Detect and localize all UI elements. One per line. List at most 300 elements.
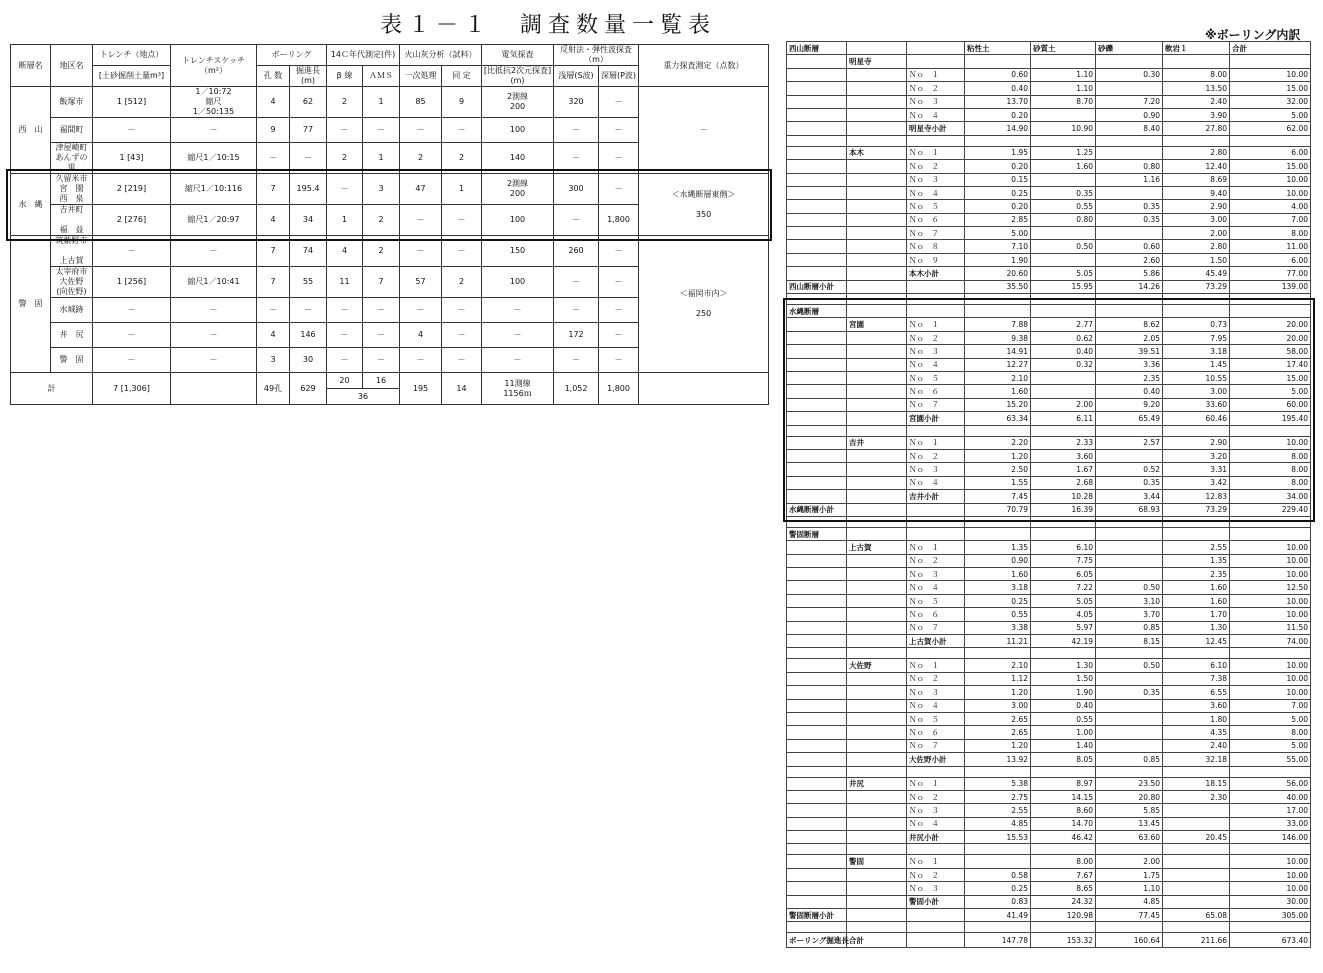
detail-value-cell (1031, 173, 1096, 186)
detail-value-cell: 73.29 (1163, 280, 1230, 293)
detail-label-cell (787, 490, 847, 503)
summary-beta-cell: 4 (327, 236, 363, 267)
detail-value-cell: 11.50 (1230, 621, 1311, 634)
detail-value-cell (1096, 648, 1163, 659)
detail-row (787, 541, 1311, 554)
detail-value-cell: 120.98 (1031, 909, 1096, 922)
detail-value-cell (965, 55, 1031, 68)
detail-value-cell: 20.60 (965, 267, 1031, 280)
summary-deep-cell: － (599, 348, 639, 373)
summary-ash1-cell: 2 (400, 143, 442, 174)
detail-value-cell (1163, 527, 1230, 540)
summary-elec-cell: 100 (482, 267, 554, 298)
detail-label-cell: Ｎｏ ３ (907, 686, 965, 699)
detail-value-cell: 8.00 (1230, 449, 1311, 462)
detail-label-cell (847, 790, 907, 803)
detail-value-cell: 5.85 (1096, 804, 1163, 817)
detail-value-cell (965, 305, 1031, 318)
detail-label-cell (847, 95, 907, 108)
summary-len-cell: 30 (290, 348, 327, 373)
detail-value-cell (1230, 294, 1311, 305)
summary-sketch-cell: － (171, 348, 257, 373)
summary-elec-cell: 150 (482, 236, 554, 267)
detail-value-cell: 0.52 (1096, 463, 1163, 476)
detail-value-cell (965, 425, 1031, 436)
summary-trench-cell: 2 [219] (93, 174, 171, 205)
detail-label-cell: 吉井 (847, 436, 907, 449)
detail-value-cell: 1.30 (1163, 621, 1230, 634)
detail-value-cell: 32.18 (1163, 753, 1230, 766)
detail-value-cell (1163, 135, 1230, 146)
summary-holes-cell: 7 (257, 174, 290, 205)
detail-value-cell (1031, 135, 1096, 146)
detail-value-cell: 1.10 (1031, 82, 1096, 95)
detail-value-cell: 8.05 (1031, 753, 1096, 766)
summary-holes-cell: 3 (257, 348, 290, 373)
detail-header-cell (847, 42, 907, 55)
detail-value-cell: 56.00 (1230, 777, 1311, 790)
detail-value-cell: 2.10 (965, 659, 1031, 672)
detail-label-cell (787, 635, 847, 648)
detail-value-cell: 8.40 (1096, 122, 1163, 135)
detail-label-cell (787, 449, 847, 462)
detail-header-cell: 西山断層 (787, 42, 847, 55)
detail-label-cell (847, 844, 907, 855)
detail-label-cell (787, 739, 847, 752)
detail-value-cell: 10.00 (1230, 68, 1311, 81)
detail-value-cell: 147.78 (965, 933, 1031, 948)
detail-value-cell: 11.21 (965, 635, 1031, 648)
detail-row (787, 186, 1311, 199)
detail-value-cell (1163, 648, 1230, 659)
detail-value-cell (1031, 371, 1096, 384)
detail-label-cell (787, 608, 847, 621)
summary-shallow-cell: － (554, 298, 599, 323)
detail-value-cell: 0.40 (965, 82, 1031, 95)
summary-holes-cell: 4 (257, 205, 290, 236)
detail-value-cell (965, 855, 1031, 868)
detail-label-cell (847, 82, 907, 95)
detail-value-cell: 0.85 (1096, 621, 1163, 634)
detail-value-cell: 8.65 (1031, 882, 1096, 895)
detail-blank-row (787, 922, 1311, 933)
summary-shallow-cell: 172 (554, 323, 599, 348)
detail-value-cell (1031, 922, 1096, 933)
detail-value-cell (1096, 527, 1163, 540)
detail-value-cell: 40.00 (1230, 790, 1311, 803)
detail-value-cell (1096, 449, 1163, 462)
detail-header-cell (907, 42, 965, 55)
detail-label-cell (907, 503, 965, 516)
detail-value-cell: 3.60 (1163, 699, 1230, 712)
detail-label-cell (787, 267, 847, 280)
detail-value-cell: 3.70 (1096, 608, 1163, 621)
summary-shallow-cell: － (554, 205, 599, 236)
detail-value-cell: 30.00 (1230, 895, 1311, 908)
detail-label-cell (847, 108, 907, 121)
detail-label-cell: Ｎｏ ４ (907, 699, 965, 712)
detail-label-cell: Ｎｏ ５ (907, 594, 965, 607)
detail-value-cell: 3.18 (1163, 345, 1230, 358)
detail-label-cell (847, 726, 907, 739)
detail-value-cell (1096, 699, 1163, 712)
detail-value-cell (965, 766, 1031, 777)
detail-label-cell: Ｎｏ ２ (907, 82, 965, 95)
detail-value-cell: 10.00 (1230, 436, 1311, 449)
summary-deep-cell: － (599, 298, 639, 323)
detail-value-cell: 0.20 (965, 200, 1031, 213)
detail-value-cell (1163, 868, 1230, 881)
summary-sketch-cell: 縮尺1／10:41 (171, 267, 257, 298)
detail-value-cell: 1.70 (1163, 608, 1230, 621)
detail-label-cell (907, 305, 965, 318)
detail-value-cell: 35.50 (965, 280, 1031, 293)
detail-value-cell: 5.00 (1230, 739, 1311, 752)
detail-value-cell: 2.00 (1096, 855, 1163, 868)
detail-label-cell (787, 726, 847, 739)
detail-value-cell: 58.00 (1230, 345, 1311, 358)
detail-row (787, 777, 1311, 790)
detail-value-cell: 65.49 (1096, 412, 1163, 425)
area-name-cell: 警 固 (51, 348, 93, 373)
detail-value-cell (1163, 425, 1230, 436)
detail-row (787, 790, 1311, 803)
detail-value-cell: 7.20 (1096, 95, 1163, 108)
detail-label-cell (907, 844, 965, 855)
detail-row (787, 753, 1311, 766)
detail-value-cell: 3.18 (965, 581, 1031, 594)
header-electric: 電気探査 (482, 45, 554, 66)
detail-value-cell (1031, 294, 1096, 305)
subheader-cell: β 線 (327, 66, 363, 87)
detail-row (787, 358, 1311, 371)
detail-label-cell (787, 412, 847, 425)
detail-value-cell: 15.00 (1230, 160, 1311, 173)
detail-row (787, 554, 1311, 567)
detail-label-cell (847, 240, 907, 253)
detail-value-cell: 0.55 (1031, 200, 1096, 213)
detail-label-cell: Ｎｏ ３ (907, 463, 965, 476)
detail-value-cell: 5.00 (1230, 108, 1311, 121)
detail-value-cell: 0.50 (1096, 659, 1163, 672)
detail-value-cell: 0.25 (965, 186, 1031, 199)
total-ash2-cell: 14 (442, 373, 482, 405)
detail-label-cell (787, 777, 847, 790)
detail-row (787, 739, 1311, 752)
detail-value-cell: 8.60 (1031, 804, 1096, 817)
detail-label-cell: ボーリング掘進長合計 (787, 933, 847, 948)
detail-label-cell (787, 108, 847, 121)
detail-label-cell: Ｎｏ ２ (907, 868, 965, 881)
summary-sketch-cell: － (171, 298, 257, 323)
detail-row (787, 831, 1311, 844)
detail-value-cell: 5.05 (1031, 594, 1096, 607)
detail-label-cell (787, 95, 847, 108)
detail-row (787, 882, 1311, 895)
detail-label-cell: Ｎｏ １ (907, 777, 965, 790)
detail-value-cell: 74.00 (1230, 635, 1311, 648)
summary-elec-cell: 100 (482, 118, 554, 143)
detail-value-cell: 5.00 (965, 227, 1031, 240)
detail-value-cell: 6.11 (1031, 412, 1096, 425)
detail-value-cell: 2.05 (1096, 331, 1163, 344)
detail-value-cell: 8.00 (1230, 463, 1311, 476)
summary-shallow-cell: － (554, 348, 599, 373)
detail-label-cell (847, 868, 907, 881)
detail-label-cell (787, 227, 847, 240)
detail-value-cell: 160.64 (1096, 933, 1163, 948)
total-trench-cell: 7 [1,306] (93, 373, 171, 405)
detail-value-cell: 12.83 (1163, 490, 1230, 503)
detail-label-cell: 西山断層小計 (787, 280, 847, 293)
total-elec-cell: 11測線 1156ｍ (482, 373, 554, 405)
detail-value-cell: 7.95 (1163, 331, 1230, 344)
detail-label-cell: Ｎｏ ３ (907, 882, 965, 895)
detail-row (787, 280, 1311, 293)
detail-value-cell: 33.60 (1163, 398, 1230, 411)
detail-label-cell: 宮園 (847, 318, 907, 331)
summary-ams-cell: － (363, 323, 400, 348)
detail-label-cell (787, 463, 847, 476)
detail-label-cell (847, 476, 907, 489)
detail-value-cell (1163, 516, 1230, 527)
detail-value-cell: 6.10 (1163, 659, 1230, 672)
detail-value-cell: 0.30 (1096, 68, 1163, 81)
detail-value-cell: 6.05 (1031, 568, 1096, 581)
detail-label-cell (787, 331, 847, 344)
detail-value-cell: 13.92 (965, 753, 1031, 766)
detail-value-cell: 2.65 (965, 712, 1031, 725)
detail-row (787, 398, 1311, 411)
detail-value-cell: 18.15 (1163, 777, 1230, 790)
total-sketch-cell (171, 373, 257, 405)
detail-value-cell: 0.73 (1163, 318, 1230, 331)
detail-label-cell (847, 358, 907, 371)
detail-value-cell (1163, 294, 1230, 305)
detail-value-cell: 15.00 (1230, 371, 1311, 384)
detail-label-cell: 明星寺 (847, 55, 907, 68)
detail-label-cell (787, 173, 847, 186)
detail-value-cell: 10.00 (1230, 855, 1311, 868)
detail-label-cell (787, 882, 847, 895)
page-title: 表１－１ 調査数量一覧表 (380, 13, 717, 38)
detail-label-cell (847, 449, 907, 462)
detail-value-cell: 2.20 (965, 436, 1031, 449)
detail-value-cell (1163, 844, 1230, 855)
detail-label-cell: Ｎｏ ９ (907, 253, 965, 266)
detail-value-cell (1096, 568, 1163, 581)
summary-trench-cell: － (93, 323, 171, 348)
detail-value-cell: 27.80 (1163, 122, 1230, 135)
detail-label-cell: Ｎｏ ３ (907, 568, 965, 581)
detail-label-cell: Ｎｏ ４ (907, 108, 965, 121)
detail-value-cell: 2.75 (965, 790, 1031, 803)
detail-label-cell (847, 294, 907, 305)
area-name-cell: 福間町 (51, 118, 93, 143)
detail-value-cell: 20.45 (1163, 831, 1230, 844)
detail-value-cell: 3.60 (1031, 449, 1096, 462)
summary-sketch-cell: － (171, 236, 257, 267)
detail-label-cell (787, 868, 847, 881)
detail-row (787, 909, 1311, 922)
detail-value-cell: 8.70 (1031, 95, 1096, 108)
detail-value-cell (1230, 425, 1311, 436)
detail-value-cell: 62.00 (1230, 122, 1311, 135)
detail-value-cell: 2.90 (1163, 436, 1230, 449)
summary-shallow-cell: 260 (554, 236, 599, 267)
detail-value-cell: 0.90 (1096, 108, 1163, 121)
detail-value-cell: 10.00 (1230, 868, 1311, 881)
detail-value-cell (1163, 922, 1230, 933)
detail-value-cell: 20.00 (1230, 318, 1311, 331)
detail-value-cell: 10.00 (1230, 594, 1311, 607)
detail-label-cell (787, 594, 847, 607)
detail-label-cell (787, 790, 847, 803)
detail-value-cell: 2.40 (1163, 739, 1230, 752)
detail-value-cell (1163, 817, 1230, 830)
detail-blank-row (787, 844, 1311, 855)
detail-value-cell: 0.60 (1096, 240, 1163, 253)
detail-value-cell: 305.00 (1230, 909, 1311, 922)
detail-label-cell (787, 294, 847, 305)
summary-elec-cell: － (482, 323, 554, 348)
summary-ams-cell: 1 (363, 143, 400, 174)
detail-value-cell (965, 135, 1031, 146)
summary-ash1-cell: － (400, 298, 442, 323)
detail-label-cell (787, 568, 847, 581)
detail-label-cell: Ｎｏ ７ (907, 621, 965, 634)
detail-label-cell (847, 331, 907, 344)
detail-value-cell: 15.20 (965, 398, 1031, 411)
detail-value-cell: 3.90 (1163, 108, 1230, 121)
detail-label-cell (787, 476, 847, 489)
header-ash: 火山灰分析（試料） (400, 45, 482, 66)
detail-label-cell: Ｎｏ ５ (907, 712, 965, 725)
detail-label-cell: Ｎｏ ６ (907, 608, 965, 621)
detail-row (787, 581, 1311, 594)
summary-ash1-cell: － (400, 348, 442, 373)
detail-value-cell: 1.75 (1096, 868, 1163, 881)
detail-value-cell: 14.26 (1096, 280, 1163, 293)
summary-shallow-cell: 300 (554, 174, 599, 205)
detail-label-cell (907, 425, 965, 436)
detail-value-cell: 73.29 (1163, 503, 1230, 516)
detail-value-cell: 7.67 (1031, 868, 1096, 881)
detail-value-cell: 2.57 (1096, 436, 1163, 449)
detail-value-cell: 1.25 (1031, 146, 1096, 159)
detail-label-cell (787, 895, 847, 908)
detail-row (787, 868, 1311, 881)
detail-value-cell (1096, 516, 1163, 527)
detail-label-cell: Ｎｏ １ (907, 318, 965, 331)
detail-value-cell: 5.00 (1230, 385, 1311, 398)
detail-value-cell (1096, 712, 1163, 725)
detail-blank-row (787, 294, 1311, 305)
detail-label-cell (787, 554, 847, 567)
detail-value-cell: 2.55 (965, 804, 1031, 817)
detail-row (787, 527, 1311, 540)
detail-value-cell: 9.38 (965, 331, 1031, 344)
detail-label-cell (787, 345, 847, 358)
detail-value-cell (1031, 227, 1096, 240)
detail-label-cell (907, 648, 965, 659)
detail-value-cell (1031, 253, 1096, 266)
detail-row (787, 412, 1311, 425)
detail-value-cell: 1.35 (1163, 554, 1230, 567)
detail-row (787, 331, 1311, 344)
detail-value-cell: 10.90 (1031, 122, 1096, 135)
detail-value-cell: 13.70 (965, 95, 1031, 108)
detail-label-cell (787, 82, 847, 95)
detail-value-cell: 7.45 (965, 490, 1031, 503)
summary-ash1-cell: 4 (400, 323, 442, 348)
detail-label-cell: 警固断層小計 (787, 909, 847, 922)
detail-value-cell: 3.00 (965, 699, 1031, 712)
total-c14-sum-cell: 36 (327, 389, 400, 405)
detail-value-cell: 63.60 (1096, 831, 1163, 844)
detail-label-cell (847, 280, 907, 293)
detail-label-cell (847, 739, 907, 752)
detail-value-cell: 9.20 (1096, 398, 1163, 411)
summary-trench-cell: 2 [276] (93, 205, 171, 236)
detail-value-cell (1230, 305, 1311, 318)
detail-value-cell: 8.00 (1031, 855, 1096, 868)
detail-value-cell: 12.45 (1163, 635, 1230, 648)
detail-value-cell: 7.75 (1031, 554, 1096, 567)
detail-value-cell: 4.00 (1230, 200, 1311, 213)
detail-label-cell (787, 922, 847, 933)
detail-label-cell (787, 160, 847, 173)
detail-value-cell (1230, 135, 1311, 146)
detail-label-cell (847, 648, 907, 659)
detail-row (787, 318, 1311, 331)
detail-value-cell: 2.10 (965, 371, 1031, 384)
detail-label-cell: Ｎｏ ２ (907, 160, 965, 173)
detail-row (787, 659, 1311, 672)
detail-label-cell (847, 712, 907, 725)
detail-label-cell (787, 135, 847, 146)
total-beta-cell: 20 (327, 373, 363, 389)
detail-value-cell: 20.00 (1230, 331, 1311, 344)
detail-value-cell: 0.40 (1031, 345, 1096, 358)
detail-row (787, 817, 1311, 830)
summary-len-cell: 62 (290, 87, 327, 118)
detail-label-cell: Ｎｏ ３ (907, 345, 965, 358)
detail-value-cell: 0.60 (965, 68, 1031, 81)
area-name-cell: 久留米市 宮 園 西 泉 (51, 174, 93, 205)
summary-len-cell: 55 (290, 267, 327, 298)
detail-header-cell: 砂質土 (1031, 42, 1096, 55)
detail-label-cell (787, 213, 847, 226)
detail-label-cell (847, 425, 907, 436)
detail-row (787, 385, 1311, 398)
detail-label-cell (847, 516, 907, 527)
detail-header-cell: 軟岩１ (1163, 42, 1230, 55)
header-trench: トレンチ（地点） (93, 45, 171, 66)
detail-label-cell (847, 490, 907, 503)
detail-value-cell (1163, 55, 1230, 68)
summary-trench-cell: 1 [256] (93, 267, 171, 298)
detail-value-cell (1096, 766, 1163, 777)
detail-label-cell (787, 358, 847, 371)
detail-value-cell: 55.00 (1230, 753, 1311, 766)
summary-shallow-cell: － (554, 118, 599, 143)
detail-value-cell (1230, 766, 1311, 777)
detail-label-cell (847, 635, 907, 648)
summary-deep-cell: － (599, 87, 639, 118)
summary-gravity-cell: ＜水縄断層東側＞ 350 (639, 174, 769, 236)
summary-beta-cell: － (327, 174, 363, 205)
